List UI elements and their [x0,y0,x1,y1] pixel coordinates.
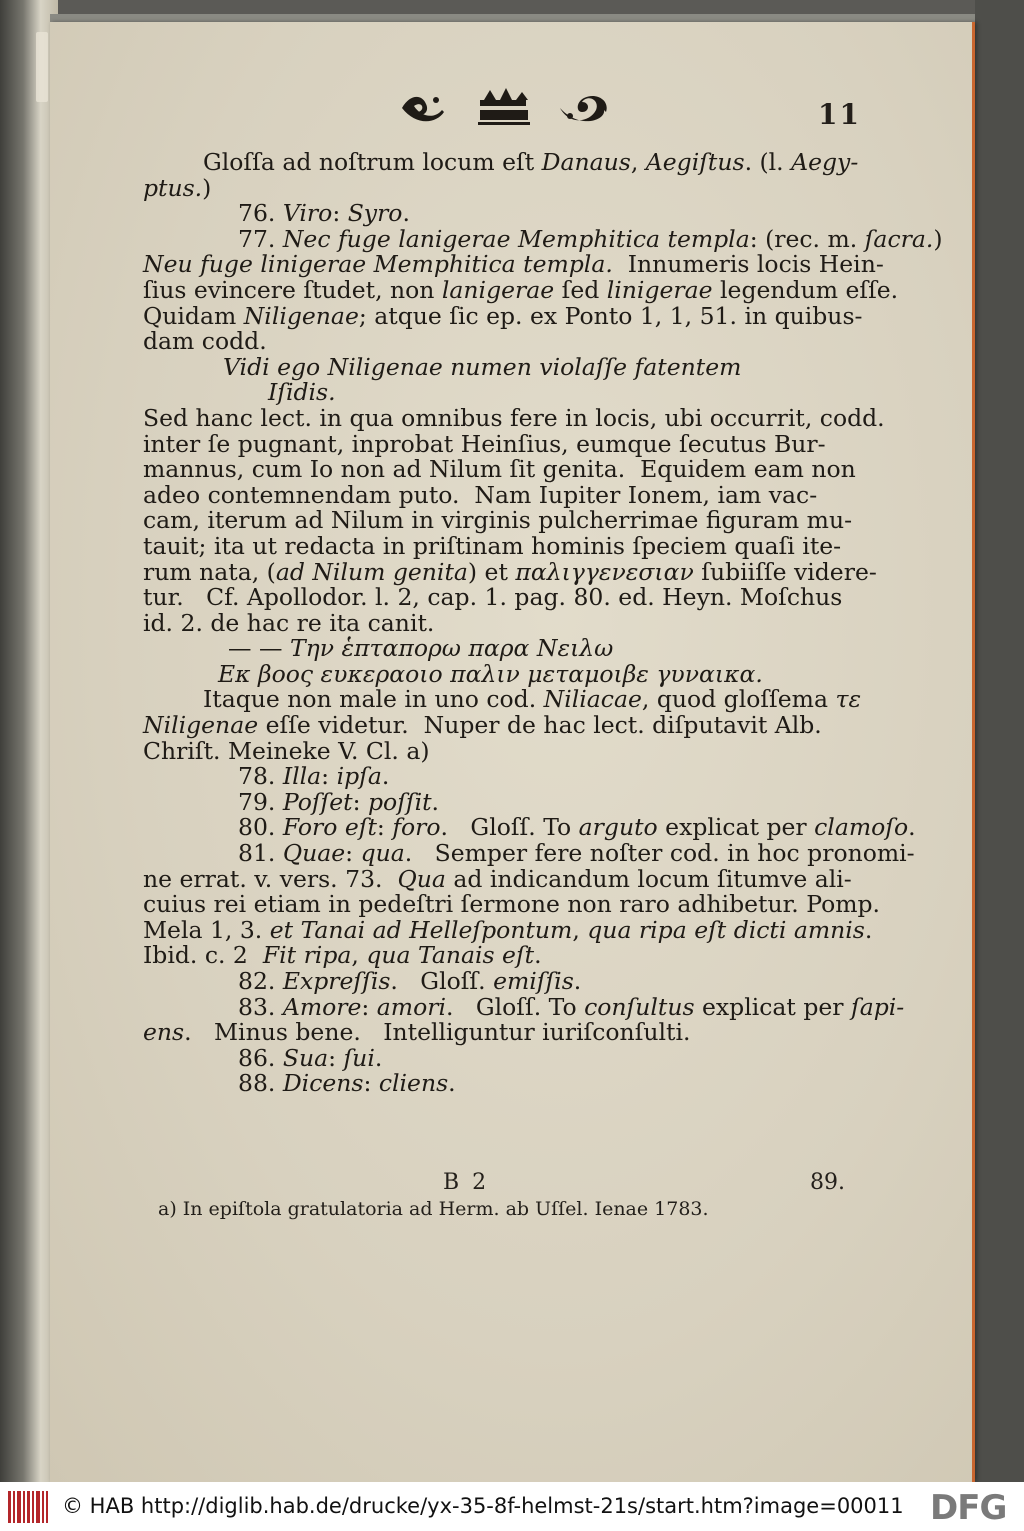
text-line: 86. Sua: ſui. [238,1043,383,1072]
dfg-logo: DFG [930,1488,1007,1528]
body-text [143,148,943,1098]
text-line: Quidam Niligenae; atque ſic ep. ex Ponto 1, 1, 51. in quibus- [143,301,863,330]
signature-mark: B 2 [443,1170,490,1195]
page-number: 11 [818,98,861,131]
ornament-icon [400,86,840,136]
text-line: Niligenae eſſe videtur. Nuper de hac lect. diſputavit Alb. [143,711,822,740]
text-line: Sed hanc lect. in qua omnibus fere in locis, ubi occurrit, codd. [143,403,885,432]
text-line: Mela 1, 3. et Tanai ad Helleſpontum, qua ripa eſt dicti amnis [143,915,865,944]
text-line: 83. Amore: amori. Gloſſ. To conſultus explicat per ſapi- [238,992,905,1021]
text-line: rum nata, (ad Nilum genita) et παλιγγενεσιαν ſubiiſſe videre- [143,557,877,586]
spine-highlight [36,32,48,102]
text-line: 80. Foro eſt: foro. Gloſſ. To arguto explicat per clamoſo. [238,813,916,842]
text-line: Neu fuge linigerae Memphitica templa. Innumeris locis Hein- [143,250,884,279]
header-ornament [400,86,840,136]
text-line: Εκ βοος ευκεραοιο παλιν μεταμοιβε γυναικα. [218,659,763,688]
text-line: inter ſe pugnant, inprobat Heinſius, eumque ſecutus Bur- [143,429,826,458]
text-line: ptus.) [143,173,212,202]
text-line: 77. Nec fuge lanigerae Memphitica templa: (rec. m. ſacra.) [238,224,943,253]
footnote: a) In epiſtola gratulatoria ad Herm. ab Uſſel. Ienae 1783. [158,1198,709,1220]
text-line: tauit; ita ut redacta in priſtinam hominis ſpeciem quaſi ite- [143,531,842,560]
text-line: 78. Illa: ipſa. [238,762,390,791]
text-line: cuius rei etiam in pedeſtri ſermone non raro adhibetur. Pomp. [143,890,881,919]
text-line: adeo contemnendam puto. Nam Iupiter Ionem, iam vac- [143,480,818,509]
footer-bar [0,1482,1024,1531]
text-line: Itaque non male in uno cod. Niliacae, quod gloſſema τε [203,685,862,714]
text-line: ens. Minus bene. Intelliguntur iuriſconſulti. [143,1018,691,1047]
text-line: ſius evincere ſtudet, non lanigerae ſed linigerae legendum eſſe. [143,275,899,304]
text-line: 82. Expreſſis. Gloſſ. emiſſis. [238,967,582,995]
text-line: Ibid. c. 2 Fit ripa, qua Tanais eſt. [143,941,542,970]
text-line: ne errat. v. vers. 73. Qua ad indicandum locum ſitumve ali- [143,864,852,893]
text-line: Chriſt. Meineke V. Cl. a) [143,736,430,765]
catchword: 89. [810,1170,845,1195]
text-line: 76. Viro: Syro. [238,199,410,228]
text-line: cam, iterum ad Nilum in virginis pulcherrimae figuram mu- [143,506,853,535]
text-line: tur. Cf. Apollodor. l. 2, cap. 1. pag. 80. ed. Heyn. Moſchus [143,583,843,612]
text-line: Vidi ego Niligenae numen violaſſe fatentem [223,352,742,381]
text-line: 81. Quae: qua. Semper fere noſter cod. in hoc pronomi- [238,839,915,868]
text-line: Gloſſa ad noſtrum locum eſt Danaus, Aegiſtus. (l. Aegy- [203,148,859,176]
text-line: 79. Poſſet: poſſit. [238,787,440,816]
barcode-icon [8,1491,48,1523]
text-line: — — Την ἑπταπορω παρα Νειλω [228,634,614,663]
text-line: id. 2. de hac re ita canit. [143,608,435,637]
background-right [975,0,1024,1482]
copyright-url[interactable]: © HAB http://diglib.hab.de/drucke/yx-35-8f-helmst-21s/start.htm?image=00011 [62,1494,904,1518]
text-line: 88. Dicens: cliens. [238,1069,456,1098]
text-line: Iſidis. [268,378,336,407]
text-line: dam codd. [143,327,267,356]
text-line: mannus, cum Io non ad Nilum ſit genita. Equidem eam non [143,455,856,484]
